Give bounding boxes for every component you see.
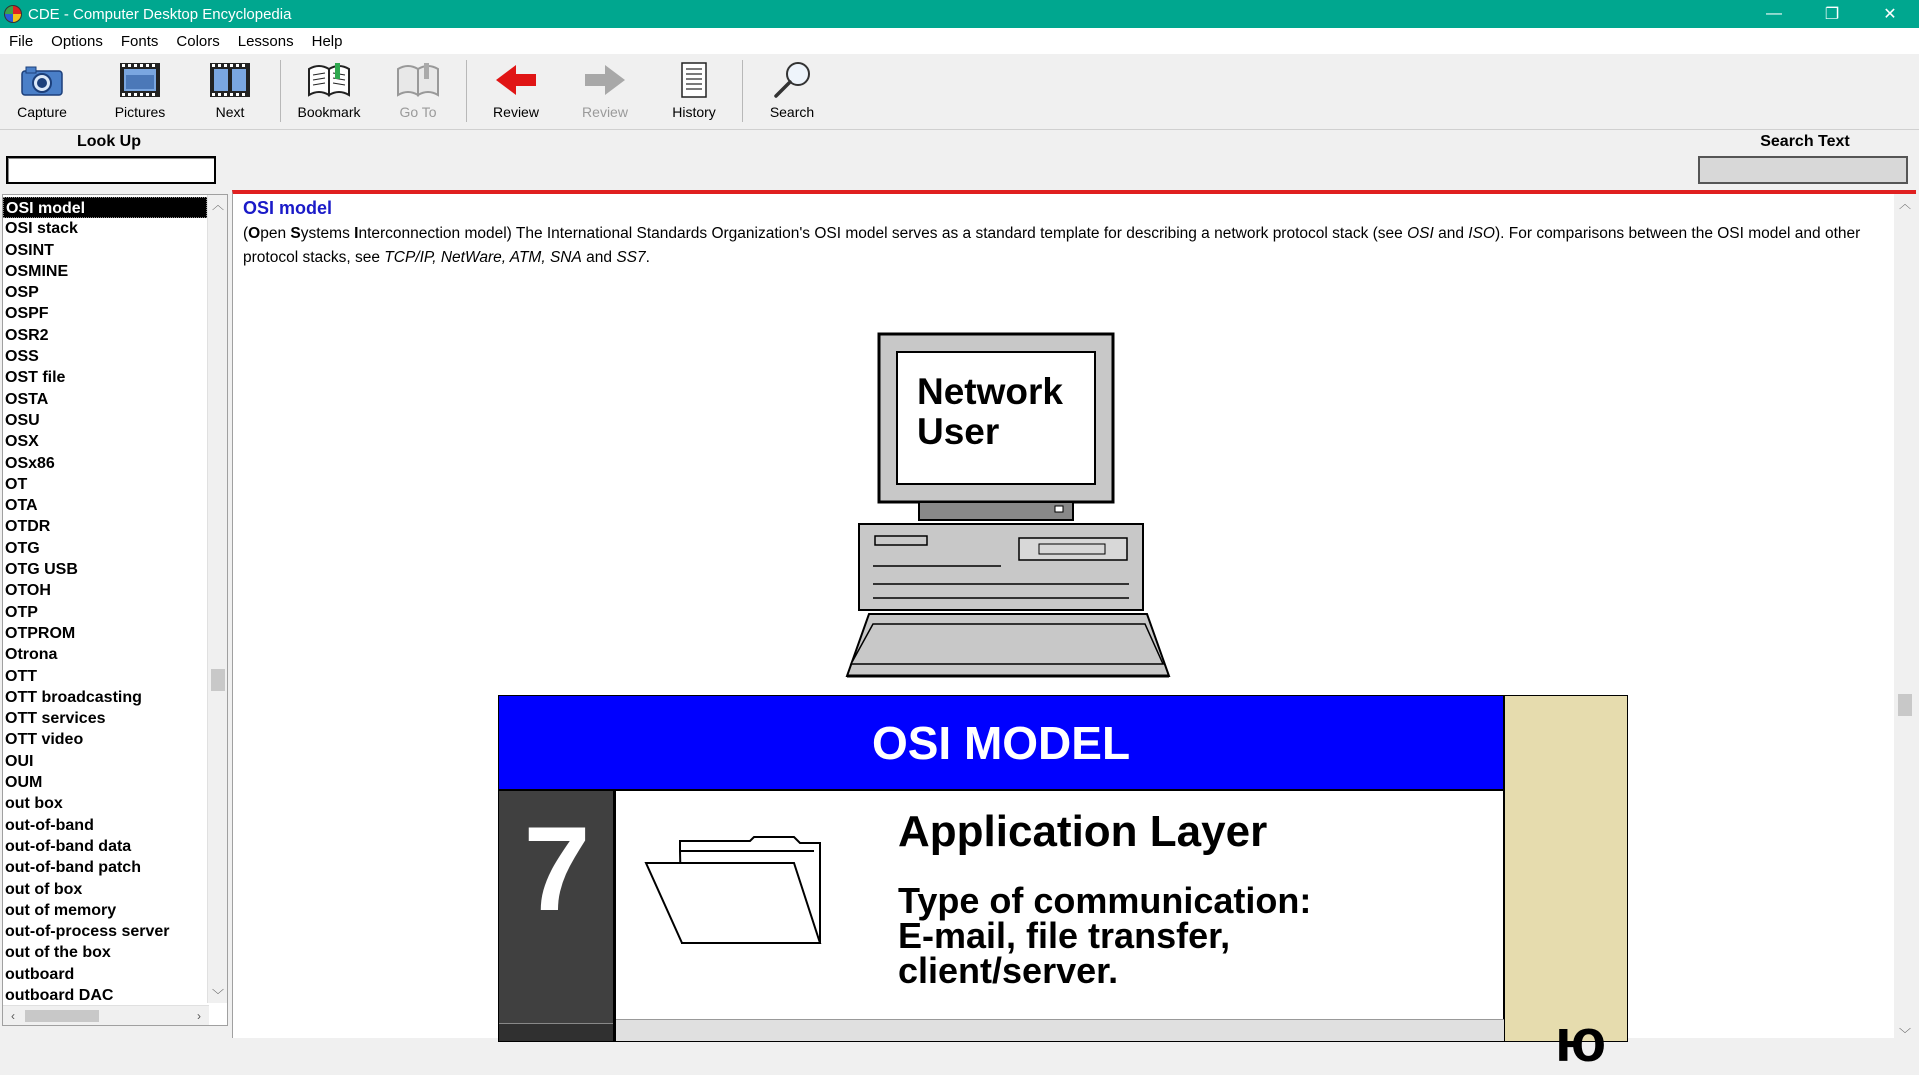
scroll-down-icon[interactable]: ﹀: [211, 987, 224, 1002]
bookmark-button[interactable]: [287, 60, 371, 126]
word-list-item[interactable]: OTT broadcasting: [5, 688, 142, 706]
word-list-item[interactable]: OTA: [5, 497, 38, 515]
next-label: Next: [215, 104, 245, 120]
word-list-item[interactable]: out-of-band data: [5, 837, 132, 855]
menu-bar: [0, 28, 1919, 54]
word-list-item[interactable]: OTT services: [5, 710, 106, 728]
menu-file[interactable]: File: [9, 32, 34, 50]
scroll-left-icon[interactable]: ‹: [11, 1009, 15, 1023]
scroll-down-icon[interactable]: ﹀: [1898, 1026, 1911, 1041]
link-ss7[interactable]: SS7: [616, 249, 646, 266]
word-list-item[interactable]: out of box: [5, 880, 83, 898]
osi-side-panel: [1504, 695, 1628, 1074]
network-user-line1: Network: [917, 371, 1063, 412]
word-list-item[interactable]: OSX: [5, 433, 39, 451]
next-film-icon: [206, 60, 254, 100]
word-list-item[interactable]: out of memory: [5, 901, 117, 919]
word-list-item[interactable]: OSINT: [5, 241, 54, 259]
layer-divider: [616, 1019, 1504, 1041]
entry-title: OSI model: [243, 198, 333, 218]
word-list-item[interactable]: Otrona: [5, 646, 58, 664]
word-list-item[interactable]: OSx86: [5, 454, 55, 472]
osi-side-text: ю: [1555, 1007, 1607, 1074]
restore-button[interactable]: ❐: [1824, 6, 1840, 23]
computer-illustration: [233, 194, 1893, 694]
bookmark-label: Bookmark: [297, 104, 361, 120]
toolbar-separator: [280, 60, 281, 122]
word-list-vertical-scrollbar[interactable]: [207, 195, 227, 1003]
word-list-item[interactable]: OSR2: [5, 326, 49, 344]
forward-arrow-icon: [581, 60, 629, 100]
pictures-button[interactable]: [98, 60, 182, 126]
scroll-up-icon[interactable]: ︿: [211, 197, 224, 212]
review-back-label: Review: [493, 104, 539, 120]
search-text-input[interactable]: [1698, 156, 1908, 184]
word-list-item[interactable]: OTG: [5, 539, 40, 557]
word-list-item[interactable]: OSI model: [3, 197, 207, 218]
word-list-item[interactable]: outboard DAC: [5, 986, 114, 1004]
history-label: History: [672, 104, 716, 120]
next-button[interactable]: [188, 60, 272, 126]
word-list-item[interactable]: outboard: [5, 965, 75, 983]
word-list-item[interactable]: OUI: [5, 752, 34, 770]
definition-vertical-scrollbar[interactable]: [1894, 194, 1916, 1042]
layer-description: Type of communication: E-mail, file transfer, client/server.: [898, 880, 1312, 991]
word-list-item[interactable]: OSTA: [5, 390, 49, 408]
goto-label: Go To: [399, 104, 437, 120]
window-title: CDE - Computer Desktop Encyclopedia: [28, 5, 292, 23]
app-icon: [4, 5, 22, 23]
word-list-item[interactable]: OST file: [5, 369, 66, 387]
review-forward-label: Review: [582, 104, 628, 120]
search-text-label: Search Text: [1760, 133, 1850, 150]
back-arrow-icon: [492, 60, 540, 100]
definition-pane: [232, 190, 1916, 1074]
word-list-item[interactable]: OTT: [5, 667, 37, 685]
word-list-item[interactable]: OSU: [5, 411, 40, 429]
film-strip-icon: [116, 60, 164, 100]
toolbar: [0, 54, 1919, 130]
scroll-thumb[interactable]: [25, 1010, 99, 1022]
word-list: [2, 194, 228, 1026]
folder-icon: [644, 833, 844, 953]
window-controls: [1745, 0, 1919, 28]
scroll-thumb[interactable]: [1898, 694, 1912, 716]
layer-title: Application Layer: [898, 807, 1268, 856]
link-protocol-stacks[interactable]: TCP/IP, NetWare, ATM, SNA: [384, 249, 582, 266]
title-bar: [0, 0, 1919, 28]
lookup-label: Look Up: [77, 133, 141, 150]
word-list-item[interactable]: out-of-process server: [5, 923, 170, 941]
link-osi[interactable]: OSI: [1407, 225, 1434, 242]
capture-label: Capture: [17, 104, 67, 120]
word-list-item[interactable]: OTOH: [5, 582, 51, 600]
layer-number-box: [498, 790, 614, 1042]
word-list-item[interactable]: OTPROM: [5, 624, 76, 642]
close-button[interactable]: ✕: [1883, 6, 1897, 23]
camera-icon: [18, 60, 66, 100]
osi-model-header: OSI MODEL: [498, 695, 1504, 790]
word-list-item[interactable]: OUM: [5, 774, 43, 792]
review-back-button[interactable]: [474, 60, 558, 126]
word-list-item[interactable]: OTDR: [5, 518, 51, 536]
layer-number-divider: [499, 1023, 613, 1041]
toolbar-separator: [742, 60, 743, 122]
search-label: Search: [769, 104, 815, 120]
scroll-right-icon[interactable]: ›: [197, 1009, 201, 1023]
word-list-item[interactable]: OTG USB: [5, 561, 78, 579]
word-list-items: [3, 197, 207, 1004]
word-list-item[interactable]: OSI stack: [5, 220, 78, 238]
minimize-button[interactable]: —: [1766, 5, 1782, 22]
menu-colors[interactable]: Colors: [176, 32, 220, 50]
word-list-horizontal-scrollbar[interactable]: [3, 1005, 209, 1025]
word-list-item[interactable]: OSP: [5, 284, 39, 302]
search-button[interactable]: [750, 60, 834, 126]
layer-number: 7: [523, 802, 591, 936]
open-book-icon: [305, 60, 353, 100]
goto-book-icon: [394, 60, 442, 100]
word-list-item[interactable]: OT: [5, 475, 28, 493]
pictures-label: Pictures: [114, 104, 166, 120]
menu-options[interactable]: Options: [51, 32, 103, 50]
application-layer-panel: [614, 790, 1504, 1042]
word-list-item[interactable]: OTP: [5, 603, 38, 621]
word-list-item[interactable]: out-of-band: [5, 816, 94, 834]
capture-button[interactable]: [0, 60, 84, 126]
scroll-up-icon[interactable]: ︿: [1898, 196, 1911, 211]
entry-definition: (Open Systems Interconnection model) The International Standards Organization's OSI model serves as a standard template for describing a network protocol stack (see OSI and ISO). For comparisons between the OSI model and other protocol stacks, see TCP/IP, NetWare, ATM, SNA and SS7.: [243, 225, 1861, 266]
word-list-item[interactable]: out-of-band patch: [5, 859, 141, 877]
list-document-icon: [670, 60, 718, 100]
history-button[interactable]: [652, 60, 736, 126]
toolbar-separator: [466, 60, 467, 122]
menu-help[interactable]: Help: [311, 32, 343, 50]
link-iso[interactable]: ISO: [1468, 225, 1495, 242]
menu-fonts[interactable]: Fonts: [120, 32, 159, 50]
review-forward-button[interactable]: [563, 60, 647, 126]
word-list-item[interactable]: OSS: [5, 348, 39, 366]
word-list-item[interactable]: OTT video: [5, 731, 84, 749]
word-list-item[interactable]: out of the box: [5, 944, 111, 962]
word-list-item[interactable]: OSPF: [5, 305, 49, 323]
word-list-item[interactable]: out box: [5, 795, 63, 813]
network-user-line2: User: [917, 411, 1000, 452]
lookup-input[interactable]: [6, 156, 216, 184]
scroll-thumb[interactable]: [211, 669, 225, 691]
magnifier-icon: [768, 60, 816, 100]
word-list-item[interactable]: OSMINE: [5, 262, 69, 280]
osi-diagram: [233, 194, 1893, 1074]
menu-lessons[interactable]: Lessons: [237, 32, 294, 50]
goto-button[interactable]: [376, 60, 460, 126]
